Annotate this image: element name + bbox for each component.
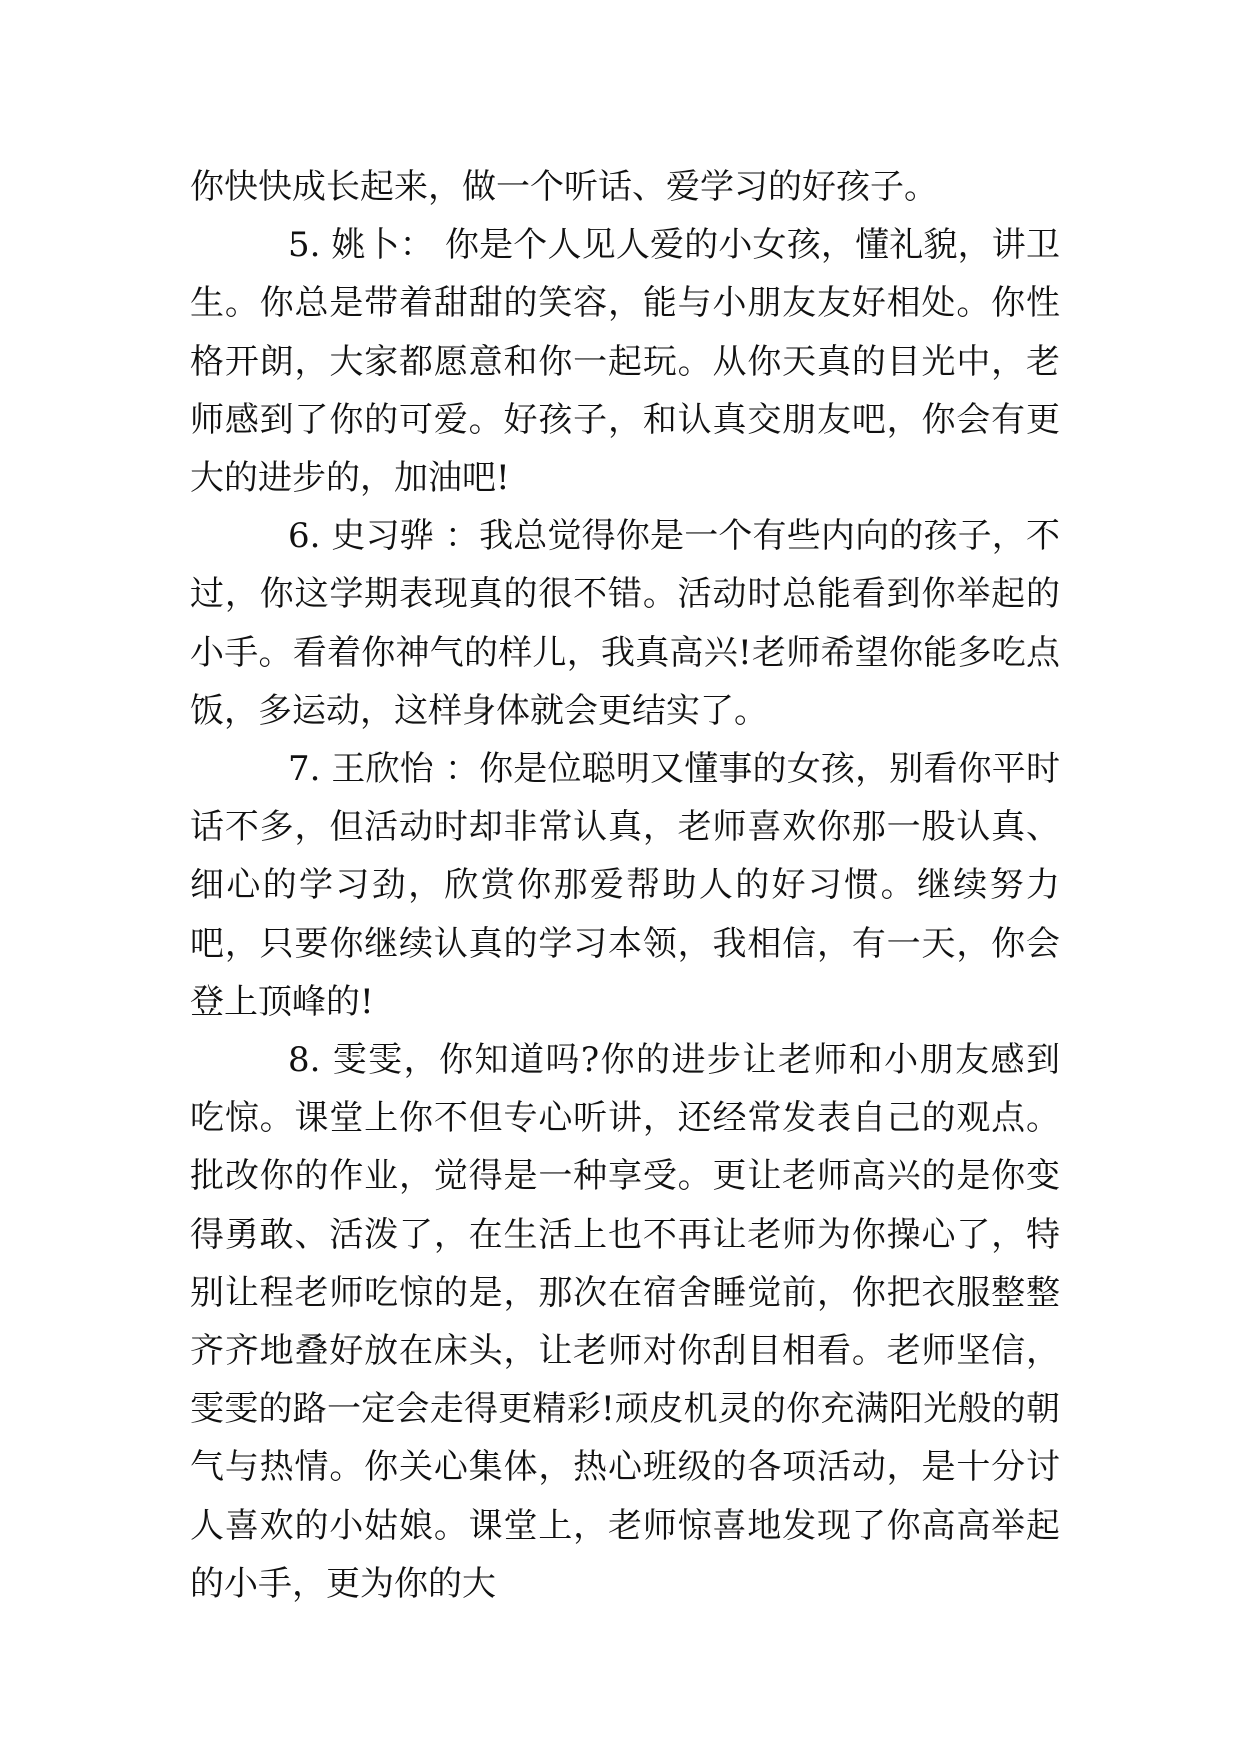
paragraph-continuation: 你快快成长起来，做一个听话、爱学习的好孩子。 [190,167,938,207]
paragraph-comment-8: 8. 雯雯，你知道吗?你的进步让老师和小朋友感到吃惊。课堂上你不但专心听讲，还经常发表自己的观点。批改你的作业，觉得是一种享受。更让老师高兴的是你变得勇敢、活泼了，在生活上也不再让老师为你操心了，特别让程老师吃惊的是，那次在宿舍睡觉前，你把衣服整整齐齐地叠好放在床头，让老师对你刮目相看。老师坚信，雯雯的路一定会走得更精彩!顽皮机灵的你充满阳光般的朝气与热情。你关心集体，热心班级的各项活动，是十分讨人喜欢的小姑娘。课堂上，老师惊喜地发现了你高高举起的小手，更为你的大 [190,1040,1060,1604]
paragraph-comment-7: 7. 王欣怡 ：你是位聪明又懂事的女孩，别看你平时话不多，但活动时却非常认真，老师喜欢你那一股认真、细心的学习劲，欣赏你那爱帮助人的好习惯。继续努力吧，只要你继续认真的学习本领，我相信，有一天，你会登上顶峰的! [190,749,1060,1022]
document-body [190,158,1060,1613]
paragraph-comment-5: 5. 姚卜： 你是个人见人爱的小女孩，懂礼貌，讲卫生。你总是带着甜甜的笑容，能与小朋友友好相处。你性格开朗，大家都愿意和你一起玩。从你天真的目光中，老师感到了你的可爱。好孩子，和认真交朋友吧，你会有更大的进步的，加油吧! [190,225,1060,499]
paragraph-comment-6: 6. 史习骅 ：我总觉得你是一个有些内向的孩子，不过，你这学期表现真的很不错。活动时总能看到你举起的小手。看着你神气的样儿，我真高兴!老师希望你能多吃点饭，多运动，这样身体就会更结实了。 [190,516,1060,731]
